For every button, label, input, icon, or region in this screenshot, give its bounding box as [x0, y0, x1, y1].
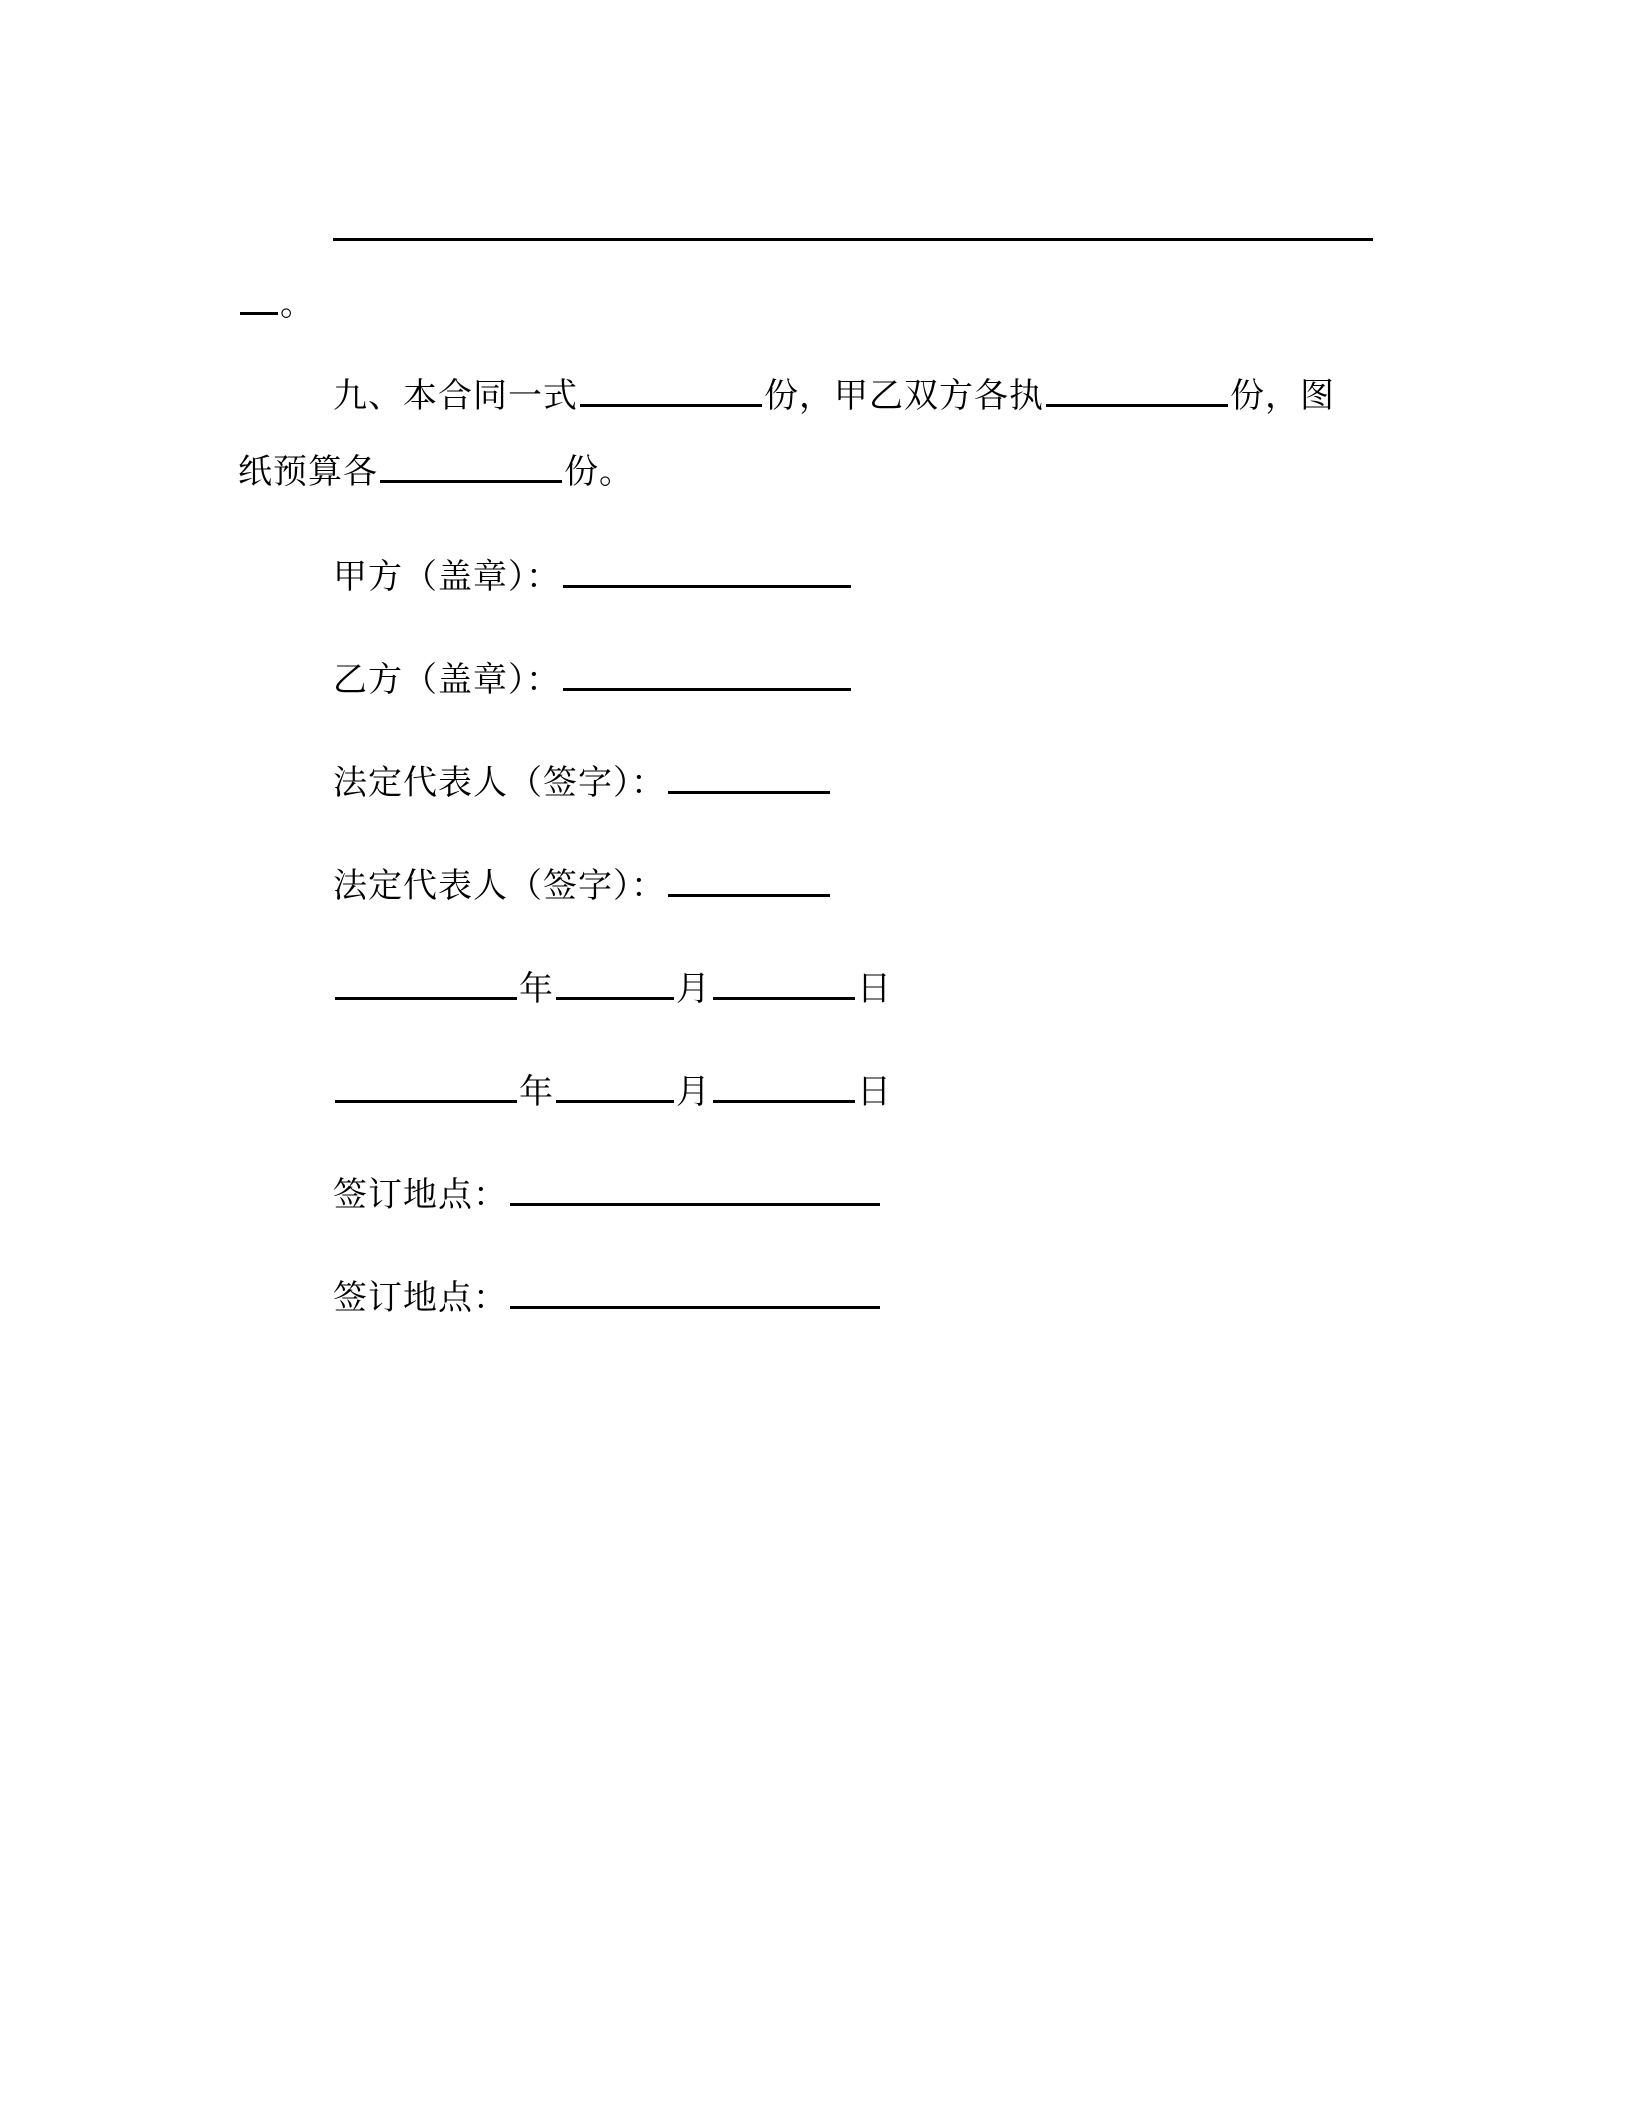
- continuation-blank-end: [240, 282, 278, 315]
- year-blank-2: [335, 1070, 517, 1103]
- sign-place-row-1: [333, 1173, 882, 1217]
- clause9-mid1: 份，甲乙双方各执: [764, 376, 1044, 416]
- legal-rep-label-1: 法定代表人（签字）：: [333, 763, 666, 803]
- sign-place-label-1: 签订地点：: [333, 1175, 508, 1215]
- legal-rep-row-1: [333, 761, 832, 805]
- drawing-copies-blank: [380, 450, 562, 483]
- month-blank-2: [556, 1070, 674, 1103]
- continuation-blank-line: [333, 238, 1373, 241]
- year-label-1: 年: [519, 969, 554, 1009]
- month-label-1: 月: [676, 969, 711, 1009]
- copies-total-blank: [580, 374, 762, 407]
- month-blank-1: [556, 967, 674, 1000]
- day-label-2: 日: [857, 1072, 892, 1112]
- copies-each-blank: [1046, 374, 1228, 407]
- sign-place-label-2: 签订地点：: [333, 1278, 508, 1318]
- legal-rep-row-2: [333, 864, 832, 908]
- clause9-line1: [333, 374, 1335, 418]
- sign-place-blank-1: [510, 1173, 880, 1206]
- sign-place-blank-2: [510, 1276, 880, 1309]
- date-row-2: [333, 1070, 892, 1114]
- continuation-end-mark: 。: [280, 284, 315, 324]
- clause9-mid2: 份，图: [1230, 376, 1335, 416]
- year-blank-1: [335, 967, 517, 1000]
- legal-rep-blank-2: [668, 864, 830, 897]
- legal-rep-blank-1: [668, 761, 830, 794]
- year-label-2: 年: [519, 1072, 554, 1112]
- legal-rep-label-2: 法定代表人（签字）：: [333, 866, 666, 906]
- date-row-1: [333, 967, 892, 1011]
- day-blank-1: [713, 967, 855, 1000]
- party-b-seal-blank: [563, 658, 851, 691]
- day-label-1: 日: [857, 969, 892, 1009]
- party-a-seal-row: [333, 555, 853, 599]
- party-b-seal-row: [333, 658, 853, 702]
- clause9-line2: [238, 450, 634, 494]
- party-b-seal-label: 乙方（盖章）：: [333, 660, 561, 700]
- sign-place-row-2: [333, 1276, 882, 1320]
- continuation-end-line: [238, 282, 315, 326]
- day-blank-2: [713, 1070, 855, 1103]
- clause9-line2-prefix: 纸预算各: [238, 452, 378, 492]
- party-a-seal-blank: [563, 555, 851, 588]
- clause9-prefix: 九、本合同一式: [333, 376, 578, 416]
- clause9-line2-suffix: 份。: [564, 452, 634, 492]
- party-a-seal-label: 甲方（盖章）：: [333, 557, 561, 597]
- month-label-2: 月: [676, 1072, 711, 1112]
